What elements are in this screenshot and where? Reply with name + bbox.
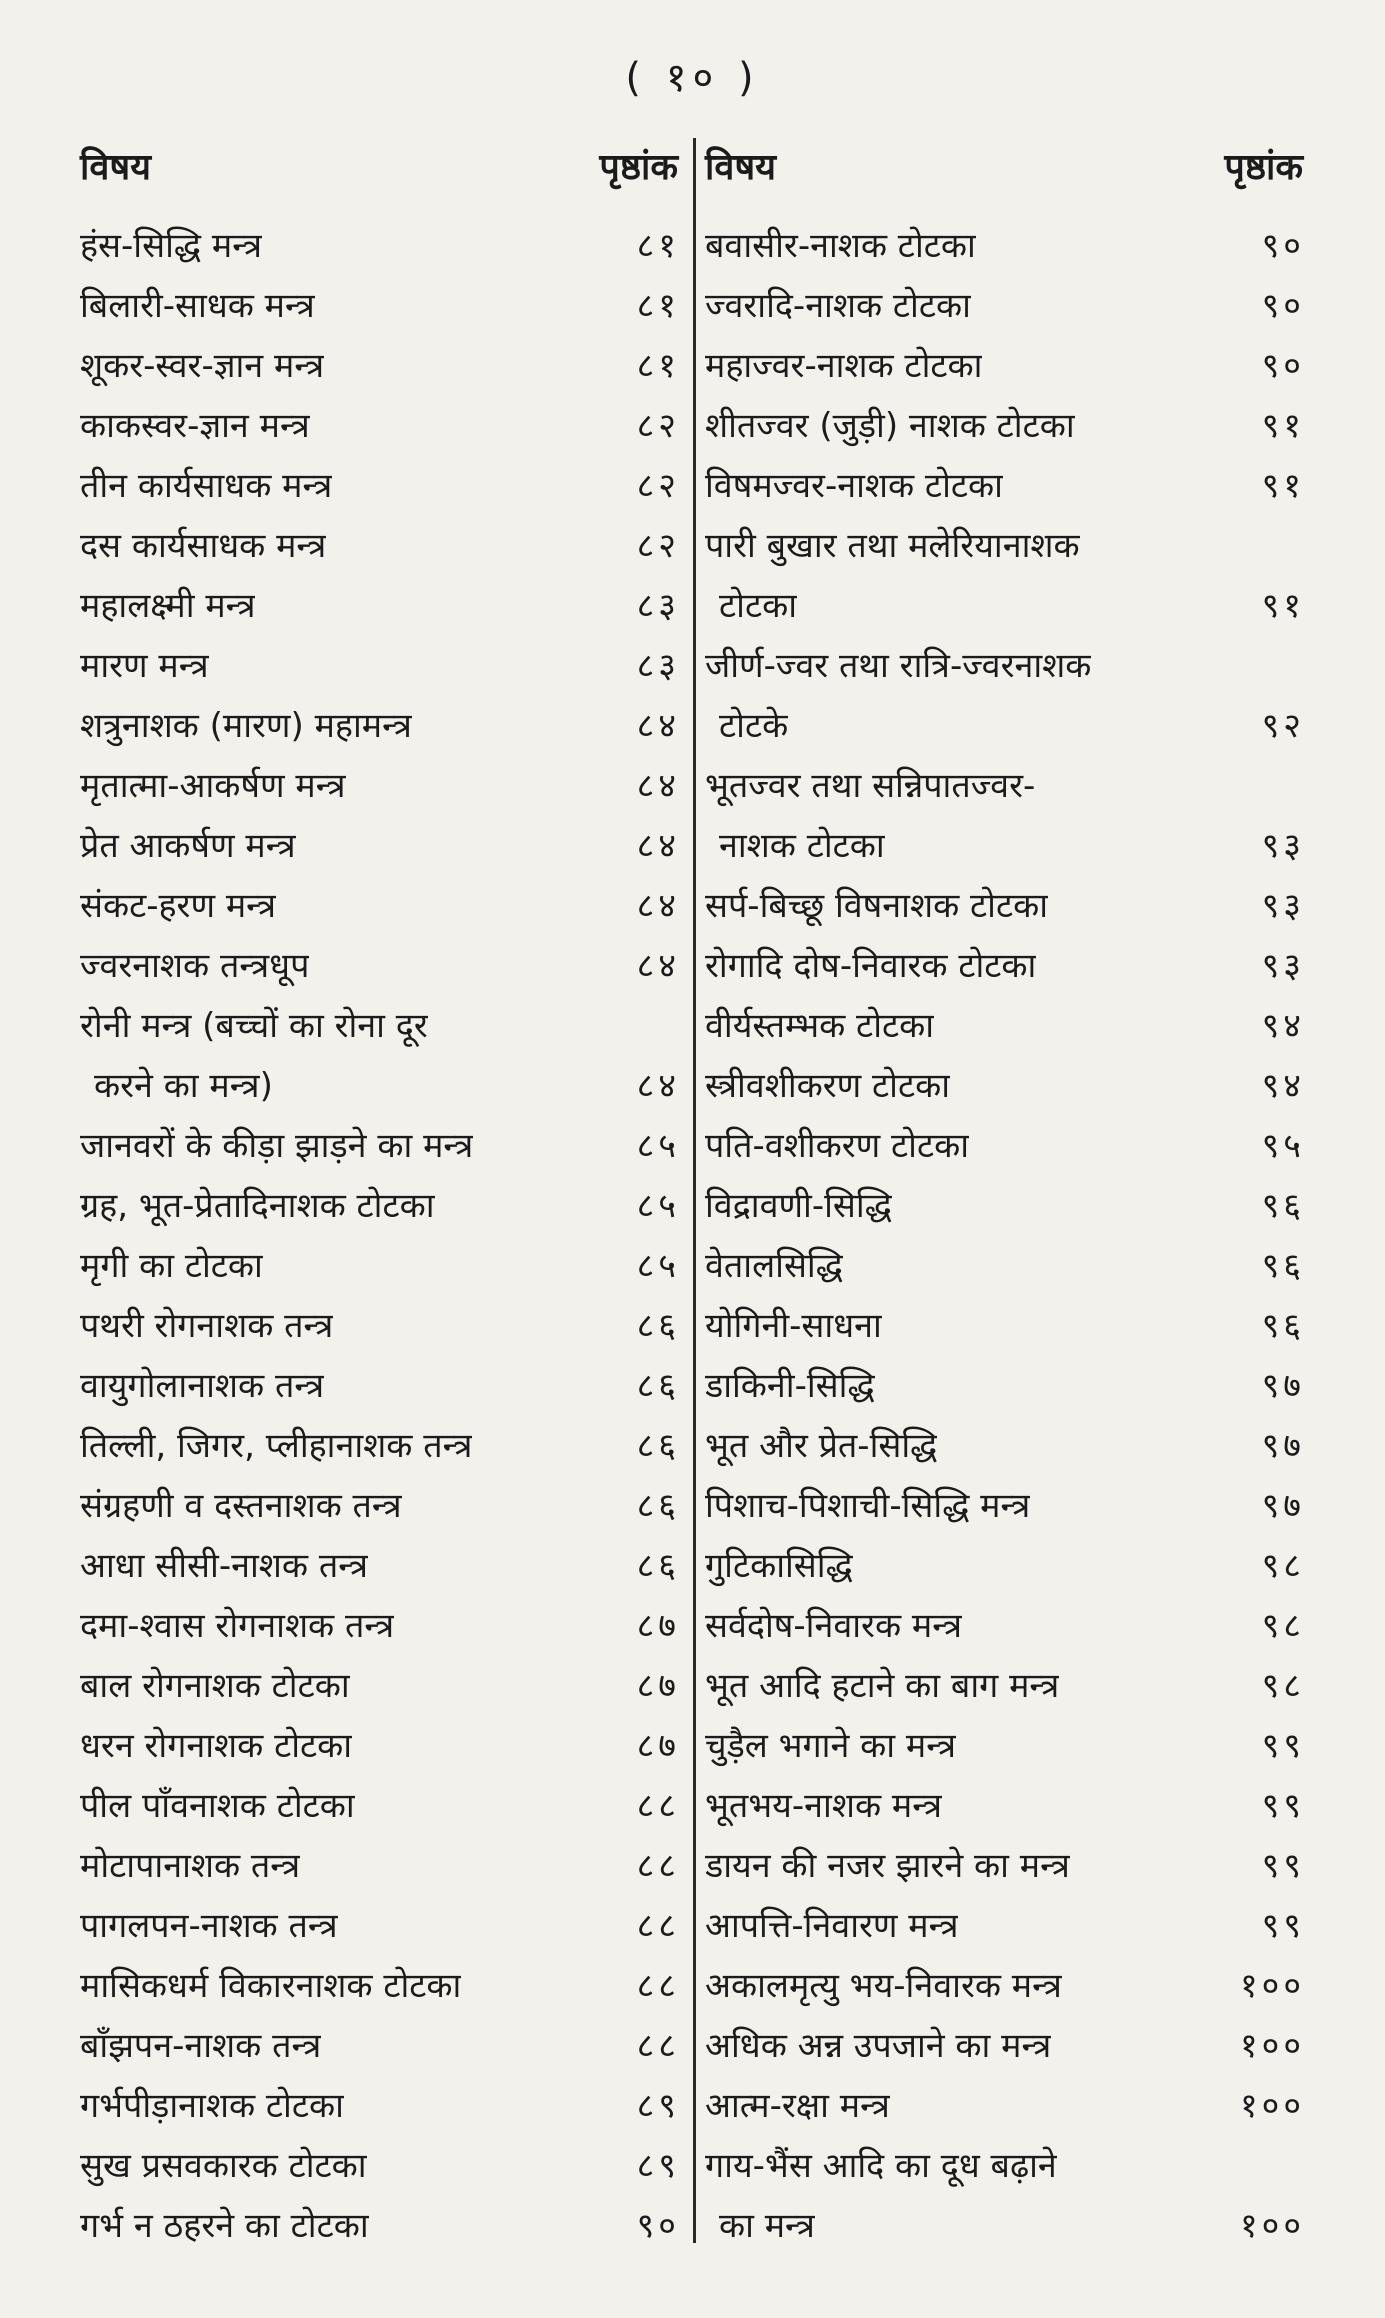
toc-entry-title: बाँझपन-नाशक तन्त्र xyxy=(80,2026,322,2066)
toc-entry-page: ८१ xyxy=(636,286,680,326)
toc-entry-page: ९८ xyxy=(1261,1606,1305,1646)
toc-entry-page: ९९ xyxy=(1261,1846,1305,1886)
toc-entry xyxy=(80,574,680,634)
toc-entry-title: वीर्यस्तम्भक टोटका xyxy=(705,1006,935,1046)
toc-entry xyxy=(80,1714,680,1774)
toc-entry-page: ८८ xyxy=(636,1786,680,1826)
toc-entry xyxy=(80,1234,680,1294)
toc-entry xyxy=(80,1954,680,2014)
toc-entry-title: भूत और प्रेत-सिद्धि xyxy=(705,1426,938,1466)
toc-entry-page: १०० xyxy=(1239,2206,1305,2246)
toc-entry-page: ९३ xyxy=(1261,946,1305,986)
toc-entry-page: ८६ xyxy=(636,1426,680,1466)
page-heading: पृष्ठांक xyxy=(1224,147,1303,188)
toc-entry xyxy=(80,2014,680,2074)
toc-entry-title: बिलारी-साधक मन्त्र xyxy=(80,286,315,326)
toc-entry-page: ८४ xyxy=(636,766,680,806)
toc-entry xyxy=(80,874,680,934)
toc-entry-title: विद्रावणी-सिद्धि xyxy=(705,1186,892,1226)
toc-entry xyxy=(705,394,1305,454)
toc-entry-title: वायुगोलानाशक तन्त्र xyxy=(80,1366,325,1406)
toc-entry-title: बाल रोगनाशक टोटका xyxy=(80,1666,350,1706)
toc-entry xyxy=(80,514,680,574)
toc-entry-title: चुड़ैल भगाने का मन्त्र xyxy=(705,1726,957,1766)
toc-entry-page: ९७ xyxy=(1261,1426,1305,1466)
page-number: ( १० ) xyxy=(625,55,760,101)
toc-entry-page: १०० xyxy=(1239,2086,1305,2126)
toc-entry xyxy=(80,1354,680,1414)
toc-entry-page: ९७ xyxy=(1261,1486,1305,1526)
toc-entry-page: ९८ xyxy=(1261,1546,1305,1586)
toc-entry-title: भूतभय-नाशक मन्त्र xyxy=(705,1786,943,1826)
toc-entry-title: वेतालसिद्धि xyxy=(705,1246,843,1286)
toc-entry-title: टोटके xyxy=(719,706,789,746)
toc-entry xyxy=(705,754,1305,814)
toc-entry-title: गाय-भैंस आदि का दूध बढ़ाने xyxy=(705,2146,1057,2186)
toc-list-left xyxy=(80,214,680,2254)
toc-entry-page: ९३ xyxy=(1261,826,1305,866)
toc-entry-page: ९० xyxy=(1261,346,1305,386)
toc-entry-page: १०० xyxy=(1239,1966,1305,2006)
toc-entry xyxy=(705,454,1305,514)
toc-entry-page: ९६ xyxy=(1261,1186,1305,1226)
toc-entry-title: पील पाँवनाशक टोटका xyxy=(80,1786,355,1826)
toc-entry-title: ज्वरनाशक तन्त्रधूप xyxy=(80,946,310,986)
toc-entry-title: रोनी मन्त्र (बच्चों का रोना दूर xyxy=(80,1006,428,1046)
page-heading: पृष्ठांक xyxy=(599,147,678,188)
toc-entry xyxy=(705,1834,1305,1894)
toc-entry-page: ९६ xyxy=(1261,1246,1305,1286)
toc-entry xyxy=(705,1714,1305,1774)
toc-entry-page: ८८ xyxy=(636,1846,680,1886)
toc-entry-title: धरन रोगनाशक टोटका xyxy=(80,1726,353,1766)
subject-heading: विषय xyxy=(705,147,777,188)
toc-entry xyxy=(80,1474,680,1534)
toc-entry xyxy=(80,274,680,334)
toc-entry-title: गर्भपीड़ानाशक टोटका xyxy=(80,2086,344,2126)
toc-entry-page: ९८ xyxy=(1261,1666,1305,1706)
toc-entry xyxy=(80,814,680,874)
toc-entry-title: महाज्वर-नाशक टोटका xyxy=(705,346,983,386)
toc-entry-page: १०० xyxy=(1239,2026,1305,2066)
toc-entry-page: ९० xyxy=(1261,226,1305,266)
toc-entry xyxy=(705,334,1305,394)
toc-entry-title: ग्रह, भूत-प्रेतादिनाशक टोटका xyxy=(80,1186,435,1226)
toc-entry-page: ८७ xyxy=(636,1666,680,1706)
toc-entry xyxy=(80,2134,680,2194)
toc-entry-title: काकस्वर-ज्ञान मन्त्र xyxy=(80,406,310,446)
toc-entry-title: का मन्त्र xyxy=(719,2206,815,2246)
toc-entry xyxy=(80,1774,680,1834)
toc-entry-title: टोटका xyxy=(719,586,797,626)
toc-entry-title: शूकर-स्वर-ज्ञान मन्त्र xyxy=(80,346,325,386)
toc-entry-title: बवासीर-नाशक टोटका xyxy=(705,226,976,266)
toc-entry xyxy=(705,1174,1305,1234)
toc-entry xyxy=(80,214,680,274)
toc-entry-page: ८४ xyxy=(636,1066,680,1106)
toc-entry-title: स्त्रीवशीकरण टोटका xyxy=(705,1066,951,1106)
toc-entry xyxy=(705,1354,1305,1414)
toc-entry-page: ८४ xyxy=(636,946,680,986)
toc-entry xyxy=(80,334,680,394)
toc-column-right xyxy=(705,130,1305,2250)
toc-entry-title: सर्वदोष-निवारक मन्त्र xyxy=(705,1606,963,1646)
toc-entry xyxy=(705,934,1305,994)
toc-entry-page: ९१ xyxy=(1261,586,1305,626)
toc-entry-title: हंस-सिद्धि मन्त्र xyxy=(80,226,263,266)
subject-heading: विषय xyxy=(80,147,152,188)
toc-entry-page: ८४ xyxy=(636,886,680,926)
toc-entry-page: ८७ xyxy=(636,1726,680,1766)
toc-entry-page: ८६ xyxy=(636,1306,680,1346)
toc-entry-title: पारी बुखार तथा मलेरियानाशक xyxy=(705,526,1080,566)
toc-entry-page: ९९ xyxy=(1261,1786,1305,1826)
toc-entry-title: शीतज्वर (जुड़ी) नाशक टोटका xyxy=(705,406,1075,446)
toc-entry-title: तीन कार्यसाधक मन्त्र xyxy=(80,466,333,506)
toc-entry xyxy=(80,1654,680,1714)
toc-entry xyxy=(705,1594,1305,1654)
toc-entry-title: दमा-श्वास रोगनाशक तन्त्र xyxy=(80,1606,395,1646)
toc-entry-title: दस कार्यसाधक मन्त्र xyxy=(80,526,327,566)
toc-entry-title: सर्प-बिच्छू विषनाशक टोटका xyxy=(705,886,1049,926)
toc-entry-title: अकालमृत्यु भय-निवारक मन्त्र xyxy=(705,1966,1062,2006)
column-divider xyxy=(693,138,696,2243)
toc-entry-page: ८८ xyxy=(636,2026,680,2066)
toc-entry xyxy=(705,2074,1305,2134)
toc-entry-title: जीर्ण-ज्वर तथा रात्रि-ज्वरनाशक xyxy=(705,646,1092,686)
toc-entry-title: सुख प्रसवकारक टोटका xyxy=(80,2146,367,2186)
toc-entry xyxy=(705,274,1305,334)
toc-entry-page: ८५ xyxy=(636,1186,680,1226)
toc-entry xyxy=(80,1054,680,1114)
toc-entry xyxy=(705,1234,1305,1294)
toc-entry xyxy=(705,1654,1305,1714)
toc-entry-page: ८५ xyxy=(636,1246,680,1286)
toc-entry xyxy=(80,1414,680,1474)
toc-entry-title: करने का मन्त्र) xyxy=(94,1066,273,1106)
toc-entry-page: ८१ xyxy=(636,226,680,266)
toc-entry-title: मृतात्मा-आकर्षण मन्त्र xyxy=(80,766,346,806)
toc-header-left xyxy=(80,130,680,190)
toc-entry xyxy=(80,454,680,514)
toc-entry-page: ९९ xyxy=(1261,1726,1305,1766)
toc-entry-page: ९१ xyxy=(1261,466,1305,506)
toc-entry xyxy=(705,814,1305,874)
toc-entry-title: पथरी रोगनाशक तन्त्र xyxy=(80,1306,334,1346)
toc-entry xyxy=(705,1534,1305,1594)
toc-entry xyxy=(80,1894,680,1954)
toc-entry-title: आपत्ति-निवारण मन्त्र xyxy=(705,1906,959,1946)
toc-entry-page: ८३ xyxy=(636,586,680,626)
toc-entry-page: ८२ xyxy=(636,526,680,566)
toc-entry xyxy=(80,1534,680,1594)
toc-entry-title: पागलपन-नाशक तन्त्र xyxy=(80,1906,338,1946)
toc-entry-title: मारण मन्त्र xyxy=(80,646,209,686)
toc-entry-page: ८२ xyxy=(636,466,680,506)
toc-entry xyxy=(705,2014,1305,2074)
toc-entry xyxy=(705,2134,1305,2194)
toc-entry-page: ८८ xyxy=(636,1966,680,2006)
toc-entry xyxy=(80,694,680,754)
toc-entry-page: ९५ xyxy=(1261,1126,1305,1166)
toc-entry xyxy=(705,694,1305,754)
toc-entry-page: ८६ xyxy=(636,1546,680,1586)
toc-entry xyxy=(705,634,1305,694)
toc-entry xyxy=(705,1114,1305,1174)
toc-entry-page: ८४ xyxy=(636,826,680,866)
toc-entry xyxy=(705,514,1305,574)
toc-entry-title: रोगादि दोष-निवारक टोटका xyxy=(705,946,1037,986)
toc-entry-title: अधिक अन्न उपजाने का मन्त्र xyxy=(705,2026,1052,2066)
toc-entry-title: महालक्ष्मी मन्त्र xyxy=(80,586,256,626)
toc-entry-title: प्रेत आकर्षण मन्त्र xyxy=(80,826,296,866)
toc-entry-page: ८२ xyxy=(636,406,680,446)
toc-entry-title: मासिकधर्म विकारनाशक टोटका xyxy=(80,1966,462,2006)
toc-entry xyxy=(80,1114,680,1174)
toc-entry-title: भूत आदि हटाने का बाग मन्त्र xyxy=(705,1666,1060,1706)
toc-entry xyxy=(705,214,1305,274)
toc-entry-page: ८५ xyxy=(636,1126,680,1166)
toc-entry-page: ९४ xyxy=(1261,1066,1305,1106)
toc-entry-page: ८६ xyxy=(636,1486,680,1526)
toc-entry-page: ८१ xyxy=(636,346,680,386)
toc-entry-page: ९० xyxy=(636,2206,680,2246)
toc-entry-title: भूतज्वर तथा सन्निपातज्वर- xyxy=(705,766,1036,806)
toc-entry-title: पिशाच-पिशाची-सिद्धि मन्त्र xyxy=(705,1486,1031,1526)
toc-entry xyxy=(80,1594,680,1654)
toc-entry-title: विषमज्वर-नाशक टोटका xyxy=(705,466,1003,506)
toc-entry xyxy=(80,994,680,1054)
toc-entry xyxy=(705,2194,1305,2254)
toc-header-right xyxy=(705,130,1305,190)
toc-entry-page: ८९ xyxy=(636,2146,680,2186)
toc-entry xyxy=(80,394,680,454)
toc-column-left xyxy=(80,130,680,2250)
toc-entry-page: ८३ xyxy=(636,646,680,686)
toc-entry xyxy=(705,1054,1305,1114)
toc-entry-title: मृगी का टोटका xyxy=(80,1246,263,1286)
toc-entry-title: संकट-हरण मन्त्र xyxy=(80,886,276,926)
toc-entry-title: नाशक टोटका xyxy=(719,826,885,866)
toc-entry xyxy=(705,994,1305,1054)
toc-entry-title: जानवरों के कीड़ा झाड़ने का मन्त्र xyxy=(80,1126,474,1166)
toc-entry xyxy=(705,1894,1305,1954)
toc-entry xyxy=(705,574,1305,634)
toc-entry-title: तिल्ली, जिगर, प्लीहानाशक तन्त्र xyxy=(80,1426,473,1466)
toc-entry xyxy=(80,1834,680,1894)
toc-entry-title: योगिनी-साधना xyxy=(705,1306,882,1346)
toc-entry-title: डाकिनी-सिद्धि xyxy=(705,1366,875,1406)
toc-list-right xyxy=(705,214,1305,2254)
toc-entry xyxy=(705,1294,1305,1354)
toc-entry-title: आत्म-रक्षा मन्त्र xyxy=(705,2086,890,2126)
toc-entry-title: संग्रहणी व दस्तनाशक तन्त्र xyxy=(80,1486,402,1526)
toc-entry-title: डायन की नजर झारने का मन्त्र xyxy=(705,1846,1070,1886)
toc-entry-page: ९७ xyxy=(1261,1366,1305,1406)
toc-entry-page: ९१ xyxy=(1261,406,1305,446)
toc-entry xyxy=(705,1474,1305,1534)
toc-entry-title: ज्वरादि-नाशक टोटका xyxy=(705,286,971,326)
toc-entry-title: मोटापानाशक तन्त्र xyxy=(80,1846,301,1886)
toc-entry-page: ८६ xyxy=(636,1366,680,1406)
toc-entry-page: ८९ xyxy=(636,2086,680,2126)
toc-entry-page: ९४ xyxy=(1261,1006,1305,1046)
toc-entry xyxy=(80,934,680,994)
toc-entry-page: ९३ xyxy=(1261,886,1305,926)
toc-entry xyxy=(705,1774,1305,1834)
toc-entry-title: गुटिकासिद्धि xyxy=(705,1546,853,1586)
toc-entry xyxy=(705,874,1305,934)
toc-entry-page: ९६ xyxy=(1261,1306,1305,1346)
toc-entry xyxy=(80,754,680,814)
toc-entry-page: ९९ xyxy=(1261,1906,1305,1946)
toc-entry xyxy=(80,2074,680,2134)
toc-entry xyxy=(80,1294,680,1354)
toc-entry-page: ८७ xyxy=(636,1606,680,1646)
toc-entry-page: ९० xyxy=(1261,286,1305,326)
toc-entry-page: ८८ xyxy=(636,1906,680,1946)
toc-entry xyxy=(80,2194,680,2254)
toc-entry-title: गर्भ न ठहरने का टोटका xyxy=(80,2206,369,2246)
toc-entry xyxy=(80,1174,680,1234)
toc-entry-page: ८४ xyxy=(636,706,680,746)
toc-entry-title: पति-वशीकरण टोटका xyxy=(705,1126,969,1166)
toc-entry xyxy=(80,634,680,694)
toc-entry-title: शत्रुनाशक (मारण) महामन्त्र xyxy=(80,706,412,746)
toc-entry-title: आधा सीसी-नाशक तन्त्र xyxy=(80,1546,369,1586)
toc-entry-page: ९२ xyxy=(1261,706,1305,746)
toc-entry xyxy=(705,1954,1305,2014)
toc-entry xyxy=(705,1414,1305,1474)
